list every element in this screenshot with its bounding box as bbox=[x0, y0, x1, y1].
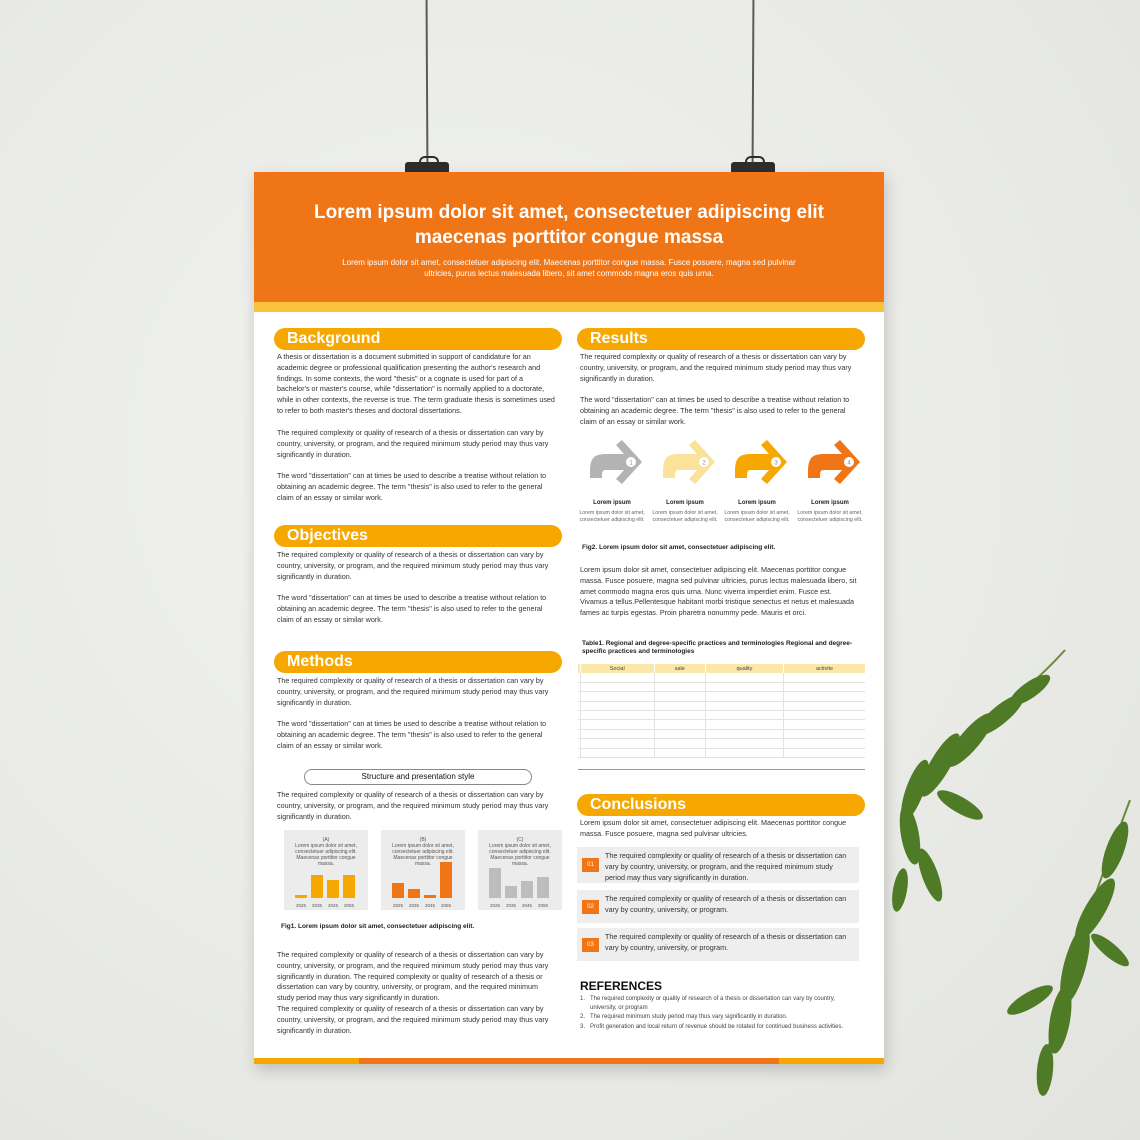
table-bottom-rule bbox=[578, 769, 865, 770]
chart-bar bbox=[343, 875, 355, 898]
table-cell bbox=[705, 720, 783, 729]
table-cell bbox=[654, 673, 705, 682]
chart-bar bbox=[295, 895, 307, 898]
methods-paragraph-3: The required complexity or quality of research of a thesis or dissertation can vary by country, university, or program, and the required minimum study period may thus vary significantly in duration. bbox=[277, 790, 549, 821]
table-cell bbox=[580, 701, 654, 710]
chart-x-tick: 2025 bbox=[392, 903, 403, 908]
conclusion-number-badge: 01 bbox=[582, 858, 599, 872]
background-paragraph-2: The required complexity or quality of research of a thesis or dissertation can vary by country, university, or program, and the required minimum study period may thus vary significantly in duration. bbox=[277, 428, 549, 459]
structure-title: Structure and presentation style bbox=[304, 769, 532, 785]
plant-leaves bbox=[889, 670, 1133, 1097]
plant-stem bbox=[910, 650, 1130, 1080]
table-header-cell: sale bbox=[654, 664, 705, 673]
chart-x-tick: 2055 bbox=[440, 903, 451, 908]
bar-chart-2 bbox=[381, 830, 465, 910]
chart-x-tick: 2055 bbox=[343, 903, 354, 908]
reference-item bbox=[580, 995, 860, 1013]
chart-bar bbox=[440, 862, 452, 898]
table-cell bbox=[784, 701, 865, 710]
step-arrow-icon bbox=[729, 440, 793, 488]
reference-number: 3. bbox=[580, 1023, 586, 1030]
table-cell bbox=[654, 720, 705, 729]
chart-bar bbox=[424, 895, 436, 898]
conclusion-number-badge: 03 bbox=[582, 938, 599, 952]
chart-x-tick: 2035 bbox=[311, 903, 322, 908]
table-cell bbox=[654, 739, 705, 748]
results-paragraph-2: The word "dissertation" can at times be used to describe a treatise without relation to obtaining an academic degree. The term "thesis" is also used to refer to the general claim of an essay or similar work. bbox=[580, 395, 850, 426]
chart-caption: Lorem ipsum dolor sit amet, consectetuer adipiscing elit. Maecenas porttitor congue massa. bbox=[392, 843, 454, 867]
table-cell bbox=[705, 692, 783, 701]
svg-text:2: 2 bbox=[702, 460, 706, 467]
reference-item bbox=[580, 1023, 860, 1032]
table-header-cell: activite bbox=[784, 664, 865, 673]
reference-number: 2. bbox=[580, 1014, 586, 1021]
data-table bbox=[578, 664, 865, 758]
step-description: Lorem ipsum dolor sit amet, consectetuer adipiscing elit. bbox=[579, 510, 645, 523]
step-arrow-icon bbox=[657, 440, 721, 488]
table-cell bbox=[784, 711, 865, 720]
methods-paragraph-1: The required complexity or quality of research of a thesis or dissertation can vary by country, university, or program, and the required minimum study period may thus vary significantly in duration. bbox=[277, 676, 549, 707]
step-label: Lorem ipsum bbox=[666, 500, 704, 506]
chart-label: (C) bbox=[516, 837, 524, 843]
objectives-heading: Objectives bbox=[274, 525, 562, 547]
table-cell bbox=[654, 701, 705, 710]
table-row bbox=[578, 673, 865, 682]
poster-header bbox=[254, 172, 884, 302]
table-cell bbox=[654, 711, 705, 720]
table-cell bbox=[580, 711, 654, 720]
chart-bar bbox=[505, 886, 517, 898]
table-cell bbox=[705, 748, 783, 757]
chart-caption: Lorem ipsum dolor sit amet, consectetuer adipiscing elit. Maecenas porttitor congue massa. bbox=[489, 843, 551, 867]
table-cell bbox=[705, 739, 783, 748]
bar-chart-3 bbox=[478, 830, 562, 910]
references-heading: REFERENCES bbox=[580, 979, 663, 993]
chart-bar bbox=[537, 877, 549, 898]
table-row bbox=[578, 711, 865, 720]
chart-bar bbox=[311, 875, 323, 898]
conclusion-item bbox=[577, 847, 859, 883]
footer-bar-accent bbox=[359, 1058, 779, 1064]
table-row bbox=[578, 692, 865, 701]
table-row bbox=[578, 729, 865, 738]
table-row bbox=[578, 739, 865, 748]
table-cell bbox=[705, 729, 783, 738]
chart-label: (A) bbox=[322, 837, 330, 843]
table-cell bbox=[784, 729, 865, 738]
chart-bar bbox=[521, 881, 533, 898]
table-cell bbox=[580, 748, 654, 757]
results-paragraph-1: The required complexity or quality of research of a thesis or dissertation can vary by country, university, or program, and the required minimum study period may thus vary significantly in duration. bbox=[580, 352, 852, 383]
background-heading: Background bbox=[274, 328, 562, 350]
conclusion-text: The required complexity or quality of research of a thesis or dissertation can vary by country, university, or program, and the required minimum study period may thus vary significantly in duration. bbox=[605, 851, 847, 882]
poster-title: Lorem ipsum dolor sit amet, consectetuer adipiscing elit maecenas porttitor congue massa bbox=[314, 202, 824, 248]
reference-number: 1. bbox=[580, 996, 586, 1002]
table-row bbox=[578, 720, 865, 729]
chart-x-tick: 2035 bbox=[505, 903, 516, 908]
conclusion-item bbox=[577, 890, 859, 923]
chart-caption: Lorem ipsum dolor sit amet, consectetuer adipiscing elit. Maecenas porttitor congue massa. bbox=[295, 843, 357, 867]
conclusion-text: The required complexity or quality of research of a thesis or dissertation can vary by country, university, or program. bbox=[605, 894, 847, 914]
bar-chart-1 bbox=[284, 830, 368, 910]
plant-decoration bbox=[870, 620, 1140, 1140]
reference-text: The required minimum study period may thus vary significantly in duration. bbox=[590, 1014, 788, 1021]
reference-text: Profit generation and local return of revenue should be rotated for continued business activities. bbox=[590, 1023, 844, 1030]
table-cell bbox=[784, 692, 865, 701]
table-cell bbox=[784, 739, 865, 748]
chart-x-tick: 2045 bbox=[327, 903, 338, 908]
conclusion-item bbox=[577, 928, 859, 961]
table-cell bbox=[580, 682, 654, 691]
header-accent-band bbox=[254, 302, 884, 312]
objectives-paragraph-2: The word "dissertation" can at times be used to describe a treatise without relation to obtaining an academic degree. The term "thesis" is also used to refer to the general claim of an essay or similar work. bbox=[277, 593, 547, 624]
conclusions-intro: Lorem ipsum dolor sit amet, consectetuer adipiscing elit. Maecenas porttitor congue massa. Fusce posuere, magna sed pulvinar ultricies. bbox=[580, 818, 847, 838]
table-cell bbox=[580, 729, 654, 738]
poster-subtitle: Lorem ipsum dolor sit amet, consectetuer adipiscing elit. Maecenas porttitor congue massa. Fusce posuere, magna sed pulvinar ultricies, purus lectus malesuada libero, sit amet commodo magna eros quis urna. bbox=[342, 258, 796, 278]
table-row bbox=[578, 682, 865, 691]
table-cell bbox=[784, 720, 865, 729]
step-label: Lorem ipsum bbox=[593, 500, 631, 506]
chart-x-tick: 2045 bbox=[424, 903, 435, 908]
chart-x-tick: 2055 bbox=[537, 903, 548, 908]
table-cell bbox=[784, 682, 865, 691]
chart-x-tick: 2035 bbox=[408, 903, 419, 908]
table-cell bbox=[784, 748, 865, 757]
conclusions-heading: Conclusions bbox=[577, 794, 865, 816]
results-heading: Results bbox=[577, 328, 865, 350]
reference-item bbox=[580, 1013, 860, 1022]
table-cell bbox=[580, 739, 654, 748]
step-description: Lorem ipsum dolor sit amet, consectetuer adipiscing elit. bbox=[652, 510, 718, 523]
step-label: Lorem ipsum bbox=[811, 500, 849, 506]
svg-text:4: 4 bbox=[847, 460, 851, 467]
methods-paragraph-2: The word "dissertation" can at times be used to describe a treatise without relation to obtaining an academic degree. The term "thesis" is also used to refer to the general claim of an essay or similar work. bbox=[277, 719, 547, 750]
objectives-paragraph-1: The required complexity or quality of research of a thesis or dissertation can vary by country, university, or program, and the required minimum study period may thus vary significantly in duration. bbox=[277, 550, 549, 581]
table-cell bbox=[705, 682, 783, 691]
results-paragraph-3: Lorem ipsum dolor sit amet, consectetuer adipiscing elit. Maecenas porttitor congue massa. Fusce posuere, magna sed pulvinar ultricies, purus lectus malesuada libero, sit amet commodo magna eros quis urna. Nunc viverra imperdiet enim. Fusce est. Vivamus a tellus.Pellentesque habitant morbi tristique senectus et netus et malesuada fames ac turpis egestas. Proin pharetra nonummy pede. Mauris et orci. bbox=[580, 565, 857, 618]
chart-bar bbox=[408, 889, 420, 898]
table-cell bbox=[580, 692, 654, 701]
step-label: Lorem ipsum bbox=[738, 500, 776, 506]
svg-text:1: 1 bbox=[629, 460, 633, 467]
table-cell bbox=[580, 673, 654, 682]
table-cell bbox=[654, 748, 705, 757]
reference-text: The required complexity or quality of research of a thesis or dissertation can vary by country, university, or program bbox=[590, 996, 836, 1012]
step-arrow-icon bbox=[584, 440, 648, 488]
background-paragraph-3: The word "dissertation" can at times be used to describe a treatise without relation to obtaining an academic degree. The term "thesis" is also used to refer to the general claim of an essay or similar work. bbox=[277, 471, 547, 502]
chart-label: (B) bbox=[419, 837, 427, 843]
methods-heading: Methods bbox=[274, 651, 562, 673]
table-cell bbox=[705, 701, 783, 710]
table-row bbox=[578, 748, 865, 757]
table-cell bbox=[705, 673, 783, 682]
fig2-caption: Fig2. Lorem ipsum dolor sit amet, consectetuer adipiscing elit. bbox=[582, 544, 776, 551]
conclusion-text: The required complexity or quality of research of a thesis or dissertation can vary by country, university, or program. bbox=[605, 932, 847, 952]
methods-paragraph-4: The required complexity or quality of research of a thesis or dissertation can vary by country, university, or program, and the required minimum study period may thus vary significantly in duration. The required complexity or quality of research of a thesis or dissertation can vary by country, university, or program, and the required minimum study period may thus vary significantly in duration. bbox=[277, 950, 549, 1003]
methods-paragraph-5: The required complexity or quality of research of a thesis or dissertation can vary by country, university, or program, and the required minimum study period may thus vary significantly in duration. bbox=[277, 1004, 549, 1035]
chart-x-tick: 2025 bbox=[295, 903, 306, 908]
step-arrow-icon bbox=[802, 440, 866, 488]
table-cell bbox=[654, 682, 705, 691]
chart-bar bbox=[392, 883, 404, 898]
table-cell bbox=[705, 711, 783, 720]
chart-x-tick: 2045 bbox=[521, 903, 532, 908]
table-cell bbox=[654, 692, 705, 701]
chart-bar bbox=[327, 880, 339, 898]
fig1-caption: Fig1. Lorem ipsum dolor sit amet, consectetuer adipiscing elit. bbox=[281, 923, 475, 930]
step-description: Lorem ipsum dolor sit amet, consectetuer adipiscing elit. bbox=[797, 510, 863, 523]
chart-x-tick: 2025 bbox=[489, 903, 500, 908]
svg-text:3: 3 bbox=[774, 460, 778, 467]
step-description: Lorem ipsum dolor sit amet, consectetuer adipiscing elit. bbox=[724, 510, 790, 523]
table-header-cell: Social bbox=[580, 664, 654, 673]
table-row bbox=[578, 701, 865, 710]
table-caption: Table1. Regional and degree-specific practices and terminologies Regional and degree-specific practices and terminologies bbox=[582, 640, 853, 655]
poster bbox=[254, 172, 884, 1064]
table-header-cell: quality bbox=[705, 664, 783, 673]
references-list bbox=[580, 995, 860, 1032]
table-cell bbox=[580, 720, 654, 729]
table-cell bbox=[784, 673, 865, 682]
background-paragraph-1: A thesis or dissertation is a document submitted in support of candidature for an academic degree or professional qualification presenting the author's research and findings. In some contexts, the word "thesis" or a cognate is used for part of a bachelor's or master's course, while "dissertation" is normally applied to a doctorate, while in other contexts, the reverse is true. The term graduate thesis is sometimes used to refer to both master's theses and doctoral dissertations. bbox=[277, 352, 555, 415]
table-cell bbox=[654, 729, 705, 738]
chart-bar bbox=[489, 868, 501, 898]
conclusion-number-badge: 02 bbox=[582, 900, 599, 914]
